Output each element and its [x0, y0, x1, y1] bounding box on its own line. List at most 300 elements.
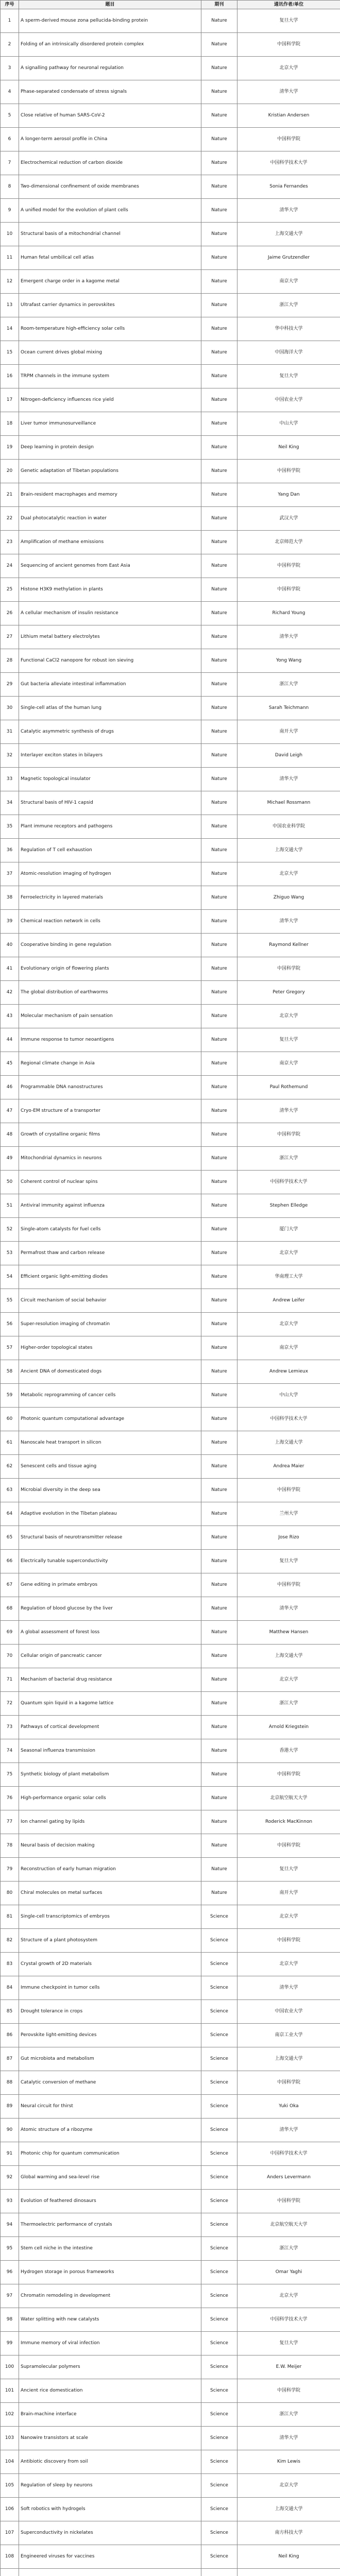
table-row: [1, 1289, 340, 1313]
cell-institution: Neil King: [237, 2545, 340, 2569]
table-row: [1, 1076, 340, 1099]
cell-institution: 复旦大学: [237, 365, 340, 388]
cell-index: 32: [1, 744, 19, 768]
cell-institution: Raymond Kellner: [237, 934, 340, 957]
table-row: [1, 1976, 340, 2000]
cell-title: Ion channel gating by lipids: [19, 1810, 201, 1834]
cell-index: 39: [1, 910, 19, 934]
table-row: [1, 2142, 340, 2166]
cell-journal: Science: [201, 2213, 237, 2237]
cell-title: Regulation of blood glucose by the liver: [19, 1597, 201, 1621]
table-row: [1, 1526, 340, 1550]
table-row: [1, 2427, 340, 2450]
cell-institution: 中国科学院: [237, 1834, 340, 1858]
cell-journal: Science: [201, 2024, 237, 2047]
table-row: [1, 981, 340, 1005]
header-institution: 通讯作者/单位: [237, 1, 340, 9]
cell-institution: Jose Rizo: [237, 1526, 340, 1550]
cell-journal: Nature: [201, 649, 237, 673]
cell-institution: Sarah Teichmann: [237, 697, 340, 720]
cell-index: 90: [1, 2119, 19, 2142]
table-row: [1, 1408, 340, 1431]
cell-journal: Science: [201, 2355, 237, 2379]
cell-title: Mitochondrial dynamics in neurons: [19, 1147, 201, 1171]
cell-title: Permafrost thaw and carbon release: [19, 1242, 201, 1265]
cell-index: 11: [1, 246, 19, 270]
table-row: [1, 697, 340, 720]
table-row: [1, 1645, 340, 1668]
table-row: [1, 1550, 340, 1573]
cell-institution: 浙江大学: [237, 1147, 340, 1171]
cell-institution: 香港大学: [237, 1739, 340, 1763]
table-row: [1, 625, 340, 649]
cell-index: 82: [1, 1929, 19, 1953]
cell-index: 4: [1, 80, 19, 104]
cell-index: 107: [1, 2521, 19, 2545]
cell-title: Liver tumor immunosurveillance: [19, 412, 201, 436]
cell-index: 51: [1, 1194, 19, 1218]
cell-institution: 中国科学技术大学: [237, 2142, 340, 2166]
table-row: [1, 1455, 340, 1479]
table-row: [1, 2403, 340, 2427]
cell-title: Structure of a plant photosystem: [19, 1929, 201, 1953]
cell-index: 96: [1, 2261, 19, 2284]
cell-index: 57: [1, 1336, 19, 1360]
cell-journal: Nature: [201, 1171, 237, 1194]
table-row: [1, 531, 340, 554]
cell-institution: Peter Gregory: [237, 981, 340, 1005]
cell-title: Room-temperature high-efficiency solar cells: [19, 317, 201, 341]
cell-index: 45: [1, 1052, 19, 1076]
cell-journal: Science: [201, 1929, 237, 1953]
table-row: [1, 1028, 340, 1052]
cell-index: 86: [1, 2024, 19, 2047]
cell-institution: Paul Rothemund: [237, 1076, 340, 1099]
cell-title: Brain-machine interface: [19, 2403, 201, 2427]
cell-title: Programmable DNA nanostructures: [19, 1076, 201, 1099]
table-row: [1, 1929, 340, 1953]
cell-journal: Nature: [201, 507, 237, 531]
cell-index: 97: [1, 2284, 19, 2308]
cell-title: [19, 2569, 201, 2576]
table-row: [1, 1787, 340, 1810]
cell-journal: Nature: [201, 317, 237, 341]
cell-title: Coherent control of nuclear spins: [19, 1171, 201, 1194]
table-row: [1, 2024, 340, 2047]
cell-journal: Science: [201, 2308, 237, 2332]
cell-title: Hydrogen storage in porous frameworks: [19, 2261, 201, 2284]
cell-index: 40: [1, 934, 19, 957]
cell-title: Microbial diversity in the deep sea: [19, 1479, 201, 1502]
cell-index: 72: [1, 1692, 19, 1716]
cell-institution: 中国科学院: [237, 578, 340, 602]
table-row: [1, 1502, 340, 1526]
cell-journal: Nature: [201, 625, 237, 649]
cell-title: Human fetal umbilical cell atlas: [19, 246, 201, 270]
cell-index: 16: [1, 365, 19, 388]
cell-title: Engineered viruses for vaccines: [19, 2545, 201, 2569]
table-row: [1, 1218, 340, 1242]
table-row: [1, 1810, 340, 1834]
cell-index: 38: [1, 886, 19, 910]
cell-journal: Nature: [201, 1431, 237, 1455]
table-row: [1, 1336, 340, 1360]
cell-index: 53: [1, 1242, 19, 1265]
cell-title: Regulation of T cell exhaustion: [19, 839, 201, 862]
cell-journal: Science: [201, 1905, 237, 1929]
cell-index: 78: [1, 1834, 19, 1858]
cell-institution: 北京大学: [237, 862, 340, 886]
table-row: [1, 791, 340, 815]
cell-institution: 中国科学技术大学: [237, 1171, 340, 1194]
table-row: [1, 2355, 340, 2379]
table-row: [1, 2261, 340, 2284]
cell-institution: 北京大学: [237, 2474, 340, 2498]
cell-index: 9: [1, 199, 19, 223]
table-row: [1, 1573, 340, 1597]
cell-institution: 中国科学院: [237, 1763, 340, 1787]
cell-institution: 中国科学院: [237, 1929, 340, 1953]
cell-journal: Science: [201, 2237, 237, 2261]
cell-index: 5: [1, 104, 19, 128]
cell-index: 98: [1, 2308, 19, 2332]
cell-journal: Nature: [201, 768, 237, 791]
cell-index: 74: [1, 1739, 19, 1763]
cell-index: 101: [1, 2379, 19, 2403]
cell-institution: 北京大学: [237, 1242, 340, 1265]
table-row: [1, 365, 340, 388]
table-row: [1, 1147, 340, 1171]
cell-journal: Nature: [201, 1408, 237, 1431]
cell-institution: Andrew Leifer: [237, 1289, 340, 1313]
cell-journal: Nature: [201, 57, 237, 80]
cell-index: 56: [1, 1313, 19, 1336]
table-row: [1, 1739, 340, 1763]
cell-title: Deep learning in protein design: [19, 436, 201, 460]
cell-title: Emergent charge order in a kagome metal: [19, 270, 201, 294]
table-row: [1, 270, 340, 294]
cell-journal: Nature: [201, 957, 237, 981]
cell-institution: 清华大学: [237, 1099, 340, 1123]
cell-title: Immune checkpoint in tumor cells: [19, 1976, 201, 2000]
cell-title: Cellular origin of pancreatic cancer: [19, 1645, 201, 1668]
cell-journal: Nature: [201, 33, 237, 57]
cell-journal: Science: [201, 2142, 237, 2166]
cell-index: 26: [1, 602, 19, 625]
cell-title: Thermoelectric performance of crystals: [19, 2213, 201, 2237]
cell-index: 94: [1, 2213, 19, 2237]
cell-journal: Nature: [201, 1242, 237, 1265]
cell-institution: 南京工业大学: [237, 2024, 340, 2047]
cell-title: Structural basis of HIV-1 capsid: [19, 791, 201, 815]
table-row: [1, 2237, 340, 2261]
cell-institution: 中山大学: [237, 412, 340, 436]
table-row: [1, 934, 340, 957]
cell-index: [1, 2569, 19, 2576]
table-row: [1, 673, 340, 697]
cell-journal: Nature: [201, 1289, 237, 1313]
cell-journal: Nature: [201, 910, 237, 934]
table-row: [1, 412, 340, 436]
cell-title: Metabolic reprogramming of cancer cells: [19, 1384, 201, 1408]
cell-title: Evolution of feathered dinosaurs: [19, 2190, 201, 2213]
cell-index: 59: [1, 1384, 19, 1408]
cell-index: 92: [1, 2166, 19, 2190]
cell-index: 108: [1, 2545, 19, 2569]
cell-title: Dual photocatalytic reaction in water: [19, 507, 201, 531]
cell-index: 81: [1, 1905, 19, 1929]
cell-title: Water splitting with new catalysts: [19, 2308, 201, 2332]
cell-index: 87: [1, 2047, 19, 2071]
cell-title: Electrochemical reduction of carbon dioxide: [19, 151, 201, 175]
table-row: [1, 2071, 340, 2095]
cell-journal: Nature: [201, 151, 237, 175]
cell-institution: 上海交通大学: [237, 839, 340, 862]
cell-title: Super-resolution imaging of chromatin: [19, 1313, 201, 1336]
cell-journal: Nature: [201, 839, 237, 862]
table-row: [1, 1692, 340, 1716]
cell-institution: 中国科学院: [237, 1479, 340, 1502]
table-row: [1, 1194, 340, 1218]
cell-index: 3: [1, 57, 19, 80]
table-row: [1, 80, 340, 104]
cell-journal: Nature: [201, 223, 237, 246]
cell-index: 103: [1, 2427, 19, 2450]
cell-title: Antibiotic discovery from soil: [19, 2450, 201, 2474]
cell-title: Mechanism of bacterial drug resistance: [19, 1668, 201, 1692]
cell-journal: Nature: [201, 697, 237, 720]
cell-institution: 中国农业科学院: [237, 815, 340, 839]
cell-journal: Nature: [201, 1882, 237, 1905]
cell-index: 71: [1, 1668, 19, 1692]
cell-journal: Science: [201, 2450, 237, 2474]
cell-title: High-performance organic solar cells: [19, 1787, 201, 1810]
cell-journal: Science: [201, 2071, 237, 2095]
header-row: [1, 1, 340, 9]
cell-title: Synthetic biology of plant metabolism: [19, 1763, 201, 1787]
table-row: [1, 2450, 340, 2474]
cell-journal: Science: [201, 2403, 237, 2427]
table-row: [1, 1265, 340, 1289]
cell-index: 34: [1, 791, 19, 815]
cell-title: Reconstruction of early human migration: [19, 1858, 201, 1882]
cell-index: 61: [1, 1431, 19, 1455]
table-row: [1, 57, 340, 80]
cell-index: 23: [1, 531, 19, 554]
cell-title: Perovskite light-emitting devices: [19, 2024, 201, 2047]
cell-journal: Nature: [201, 1834, 237, 1858]
table-row: [1, 1953, 340, 1976]
table-row: [1, 436, 340, 460]
cell-title: TRPM channels in the immune system: [19, 365, 201, 388]
cell-journal: Nature: [201, 1692, 237, 1716]
table-row: [1, 1834, 340, 1858]
cell-title: Efficient organic light-emitting diodes: [19, 1265, 201, 1289]
table-row: [1, 246, 340, 270]
cell-index: 95: [1, 2237, 19, 2261]
cell-title: Nitrogen-deficiency influences rice yield: [19, 388, 201, 412]
cell-institution: 复旦大学: [237, 1550, 340, 1573]
cell-journal: Nature: [201, 1265, 237, 1289]
cell-journal: Nature: [201, 1455, 237, 1479]
cell-index: 60: [1, 1408, 19, 1431]
cell-index: 70: [1, 1645, 19, 1668]
cell-title: Ferroelectricity in layered materials: [19, 886, 201, 910]
cell-institution: Richard Young: [237, 602, 340, 625]
cell-journal: Science: [201, 1976, 237, 2000]
cell-title: Two-dimensional confinement of oxide membranes: [19, 175, 201, 199]
cell-journal: Nature: [201, 128, 237, 151]
cell-journal: Nature: [201, 365, 237, 388]
cell-journal: Nature: [201, 886, 237, 910]
cell-title: Plant immune receptors and pathogens: [19, 815, 201, 839]
cell-index: 25: [1, 578, 19, 602]
cell-institution: Omar Yaghi: [237, 2261, 340, 2284]
cell-journal: Nature: [201, 1810, 237, 1834]
cell-institution: 南方科技大学: [237, 2521, 340, 2545]
cell-institution: 南京大学: [237, 1336, 340, 1360]
table-row: [1, 2521, 340, 2545]
cell-journal: Nature: [201, 246, 237, 270]
cell-institution: 复旦大学: [237, 2332, 340, 2355]
cell-journal: Nature: [201, 1218, 237, 1242]
cell-index: 88: [1, 2071, 19, 2095]
cell-title: Neural circuit for thirst: [19, 2095, 201, 2119]
cell-title: Chiral molecules on metal surfaces: [19, 1882, 201, 1905]
cell-institution: Michael Rossmann: [237, 791, 340, 815]
cell-journal: Science: [201, 2190, 237, 2213]
cell-journal: Science: [201, 2284, 237, 2308]
cell-index: 19: [1, 436, 19, 460]
cell-journal: Nature: [201, 483, 237, 507]
cell-journal: Nature: [201, 341, 237, 365]
cell-institution: 中国科学院: [237, 2379, 340, 2403]
table-row: [1, 2166, 340, 2190]
cell-title: Catalytic conversion of methane: [19, 2071, 201, 2095]
cell-institution: 中国科学院: [237, 554, 340, 578]
table-row: [1, 175, 340, 199]
table-body: [1, 9, 340, 2576]
cell-title: Antiviral immunity against influenza: [19, 1194, 201, 1218]
cell-title: Histone H3K9 methylation in plants: [19, 578, 201, 602]
cell-institution: Matthew Hansen: [237, 1621, 340, 1645]
cell-index: 8: [1, 175, 19, 199]
table-row: [1, 578, 340, 602]
cell-journal: Nature: [201, 1526, 237, 1550]
cell-journal: Nature: [201, 1645, 237, 1668]
cell-institution: 南京大学: [237, 1052, 340, 1076]
table-row: [1, 460, 340, 483]
cell-index: 18: [1, 412, 19, 436]
cell-index: 64: [1, 1502, 19, 1526]
cell-journal: Nature: [201, 1099, 237, 1123]
cell-journal: Science: [201, 1953, 237, 1976]
cell-index: 37: [1, 862, 19, 886]
cell-journal: Nature: [201, 673, 237, 697]
cell-institution: 华南理工大学: [237, 1265, 340, 1289]
cell-institution: Arnold Kriegstein: [237, 1716, 340, 1739]
cell-journal: Nature: [201, 9, 237, 33]
cell-institution: 中国科学技术大学: [237, 1408, 340, 1431]
cell-index: 65: [1, 1526, 19, 1550]
cell-title: Magnetic topological insulator: [19, 768, 201, 791]
cell-index: 44: [1, 1028, 19, 1052]
table-row: [1, 2213, 340, 2237]
cell-institution: Sonia Fernandes: [237, 175, 340, 199]
cell-institution: 上海交通大学: [237, 1645, 340, 1668]
cell-index: 84: [1, 1976, 19, 2000]
cell-journal: Nature: [201, 1360, 237, 1384]
cell-institution: Kristian Andersen: [237, 104, 340, 128]
cell-journal: Nature: [201, 1621, 237, 1645]
table-row: [1, 2332, 340, 2355]
cell-institution: 清华大学: [237, 2427, 340, 2450]
cell-index: 35: [1, 815, 19, 839]
cell-institution: 复旦大学: [237, 9, 340, 33]
cell-journal: Nature: [201, 1028, 237, 1052]
cell-journal: Nature: [201, 1787, 237, 1810]
cell-institution: 北京师范大学: [237, 531, 340, 554]
cell-journal: Nature: [201, 1479, 237, 1502]
cell-title: A cellular mechanism of insulin resistance: [19, 602, 201, 625]
header-journal: 期刊: [201, 1, 237, 9]
cell-title: Nanowire transistors at scale: [19, 2427, 201, 2450]
table-row: [1, 910, 340, 934]
table-row: [1, 1384, 340, 1408]
cell-title: Lithium metal battery electrolytes: [19, 625, 201, 649]
cell-title: Cooperative binding in gene regulation: [19, 934, 201, 957]
cell-journal: [201, 2569, 237, 2576]
cell-title: Interlayer exciton states in bilayers: [19, 744, 201, 768]
cell-journal: Nature: [201, 1194, 237, 1218]
table-row: [1, 602, 340, 625]
cell-journal: Nature: [201, 791, 237, 815]
cell-title: Circuit mechanism of social behavior: [19, 1289, 201, 1313]
cell-institution: 南京大学: [237, 270, 340, 294]
cell-journal: Science: [201, 2474, 237, 2498]
cell-institution: 清华大学: [237, 625, 340, 649]
cell-institution: 华中科技大学: [237, 317, 340, 341]
cell-institution: 北京大学: [237, 1953, 340, 1976]
cell-journal: Nature: [201, 104, 237, 128]
cell-index: 67: [1, 1573, 19, 1597]
cell-journal: Nature: [201, 578, 237, 602]
cell-title: Single-cell transcriptomics of embryos: [19, 1905, 201, 1929]
table-row: [1, 2308, 340, 2332]
cell-index: 20: [1, 460, 19, 483]
table-row: [1, 1621, 340, 1645]
cell-institution: 浙江大学: [237, 2403, 340, 2427]
table-row: [1, 388, 340, 412]
cell-title: Brain-resident macrophages and memory: [19, 483, 201, 507]
table-row: [1, 744, 340, 768]
cell-title: Stem cell niche in the intestine: [19, 2237, 201, 2261]
cell-institution: 上海交通大学: [237, 223, 340, 246]
table-row: [1, 2047, 340, 2071]
cell-title: Seasonal influenza transmission: [19, 1739, 201, 1763]
cell-institution: Neil King: [237, 436, 340, 460]
cell-title: Senescent cells and tissue aging: [19, 1455, 201, 1479]
cell-index: 54: [1, 1265, 19, 1289]
cell-title: A signalling pathway for neuronal regulation: [19, 57, 201, 80]
cell-institution: 清华大学: [237, 2119, 340, 2142]
cell-title: Photonic quantum computational advantage: [19, 1408, 201, 1431]
cell-institution: Jaime Grutzendler: [237, 246, 340, 270]
cell-index: 24: [1, 554, 19, 578]
cell-institution: 中国科学院: [237, 2190, 340, 2213]
cell-index: 76: [1, 1787, 19, 1810]
table-row: [1, 1597, 340, 1621]
